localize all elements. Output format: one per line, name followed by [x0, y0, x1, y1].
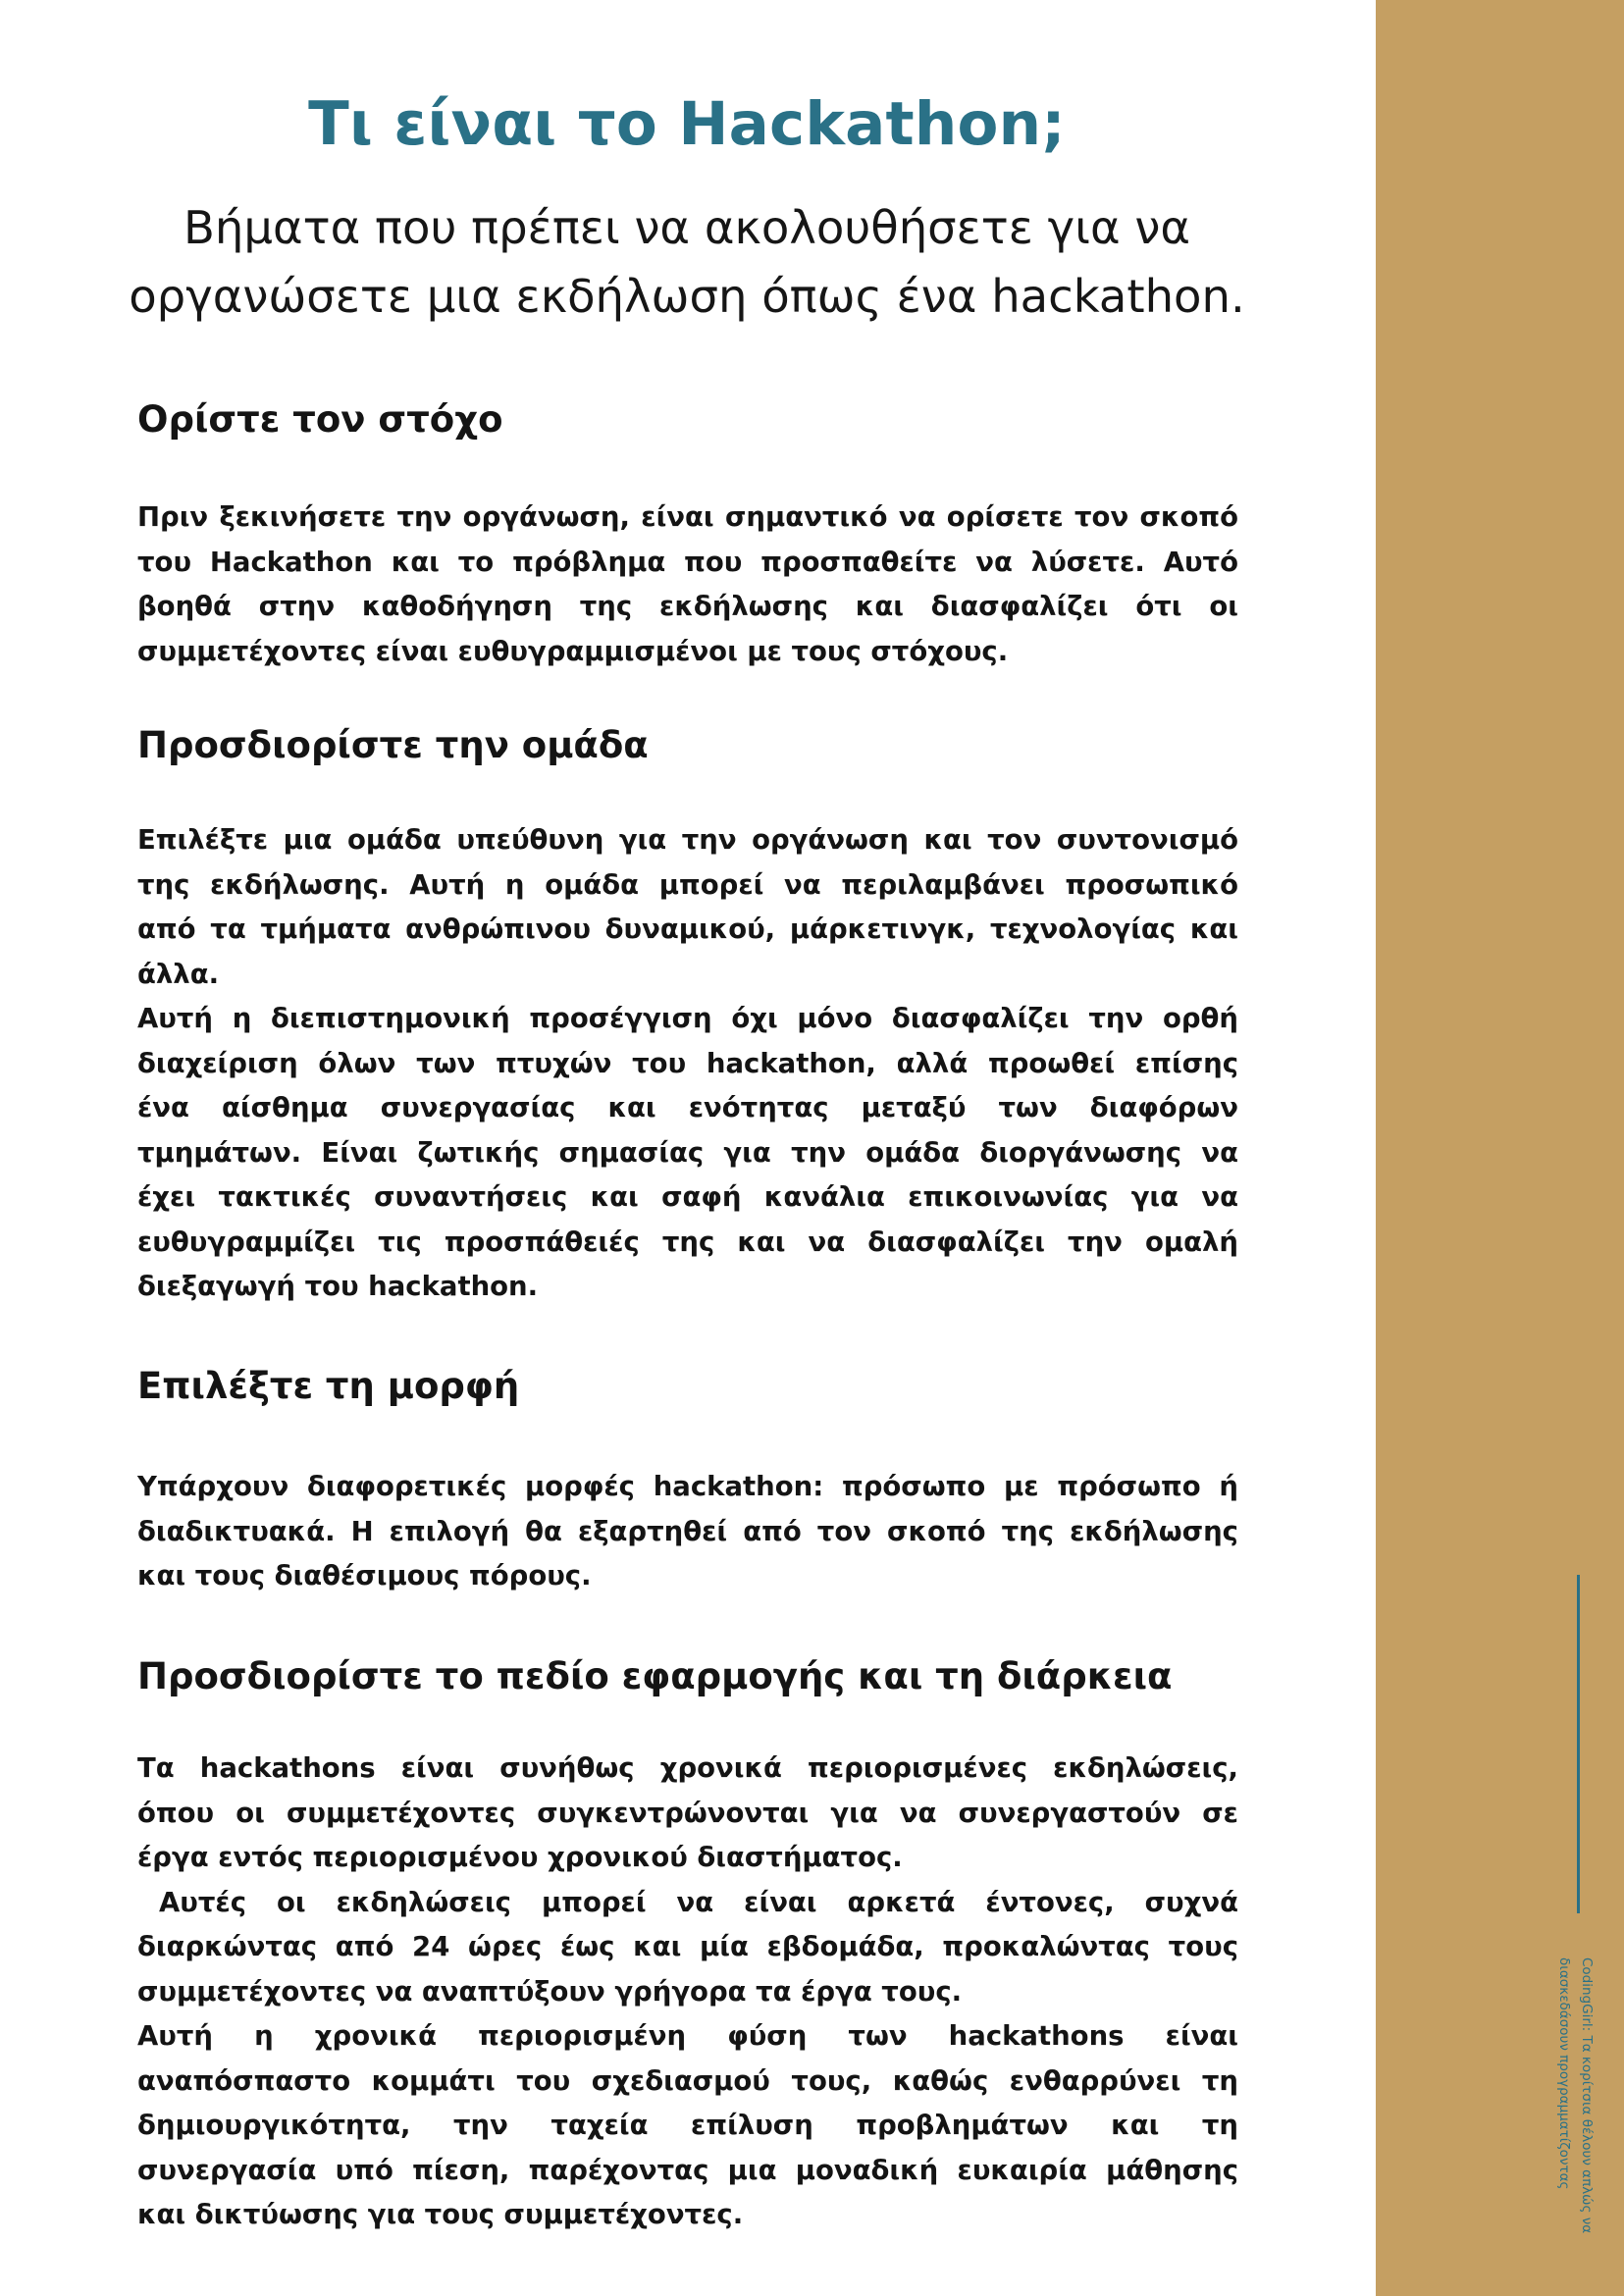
paragraph-line: Επιλέξτε μια ομάδα υπεύθυνη για την οργάνωση και τον συντονισμό [137, 824, 1238, 856]
page-subtitle [59, 193, 1315, 331]
paragraph-line: διαχείριση όλων των πτυχών του hackathon, αλλά προωθεί επίσης [137, 1047, 1238, 1079]
section-paragraph-goal [137, 496, 1238, 674]
sidebar-vertical-caption [1543, 1957, 1598, 2296]
paragraph-line: ευθυγραμμίζει τις προσπάθειές της και να διασφαλίζει την ομαλή [137, 1226, 1238, 1258]
paragraph-line: Υπάρχουν διαφορετικές μορφές hackathon: πρόσωπο με πρόσωπο ή [137, 1471, 1238, 1502]
subtitle-line: Βήματα που πρέπει να ακολουθήσετε για να [183, 201, 1190, 254]
section-heading-format: Επιλέξτε τη μορφή [137, 1365, 520, 1407]
paragraph-line: της εκδήλωσης. Αυτή η ομάδα μπορεί να περιλαμβάνει προσωπικό [137, 868, 1238, 901]
paragraph-line: συνεργασία υπό πίεση, παρέχοντας μια μοναδική ευκαιρία μάθησης [137, 2154, 1238, 2186]
paragraph-line: άλλα. [137, 958, 220, 990]
section-heading-scope-duration: Προσδιορίστε το πεδίο εφαρμογής και τη διάρκεια [137, 1655, 1173, 1697]
section-paragraph-format [137, 1465, 1238, 1599]
paragraph-line: Αυτή η διεπιστημονική προσέγγιση όχι μόνο διασφαλίζει την ορθή [137, 1003, 1238, 1034]
paragraph-line: Πριν ξεκινήσετε την οργάνωση, είναι σημαντικό να ορίσετε τον σκοπό [137, 501, 1238, 533]
paragraph-line: όπου οι συμμετέχοντες συγκεντρώνονται για να συνεργαστούν σε [137, 1797, 1238, 1829]
paragraph-line: έχει τακτικές συναντήσεις και σαφή κανάλια επικοινωνίας για να [137, 1181, 1238, 1213]
sidebar-caption-line: διασκεδάσουν προγραμματίζοντας [1556, 1957, 1572, 2190]
paragraph-line: ένα αίσθημα συνεργασίας και ενότητας μεταξύ των διαφόρων [137, 1092, 1238, 1123]
page-title: Τι είναι το Hackathon; [308, 89, 1066, 159]
paragraph-line: Τα hackathons είναι συνήθως χρονικά περιορισμένες εκδηλώσεις, [137, 1752, 1238, 1784]
paragraph-line: αναπόσπαστο κομμάτι του σχεδιασμού τους, καθώς ενθαρρύνει τη [137, 2064, 1238, 2097]
section-paragraph-team [137, 818, 1238, 1310]
paragraph-line: και τους διαθέσιμους πόρους. [137, 1560, 592, 1592]
section-heading-goal: Ορίστε τον στόχο [137, 398, 503, 441]
paragraph-line: δημιουργικότητα, την ταχεία επίλυση προβλημάτων και τη [137, 2110, 1238, 2141]
paragraph-line: βοηθά στην καθοδήγηση της εκδήλωσης και διασφαλίζει ότι οι [137, 591, 1238, 622]
section-paragraph-scope-duration [137, 1747, 1238, 2238]
subtitle-line: οργανώσετε μια εκδήλωση όπως ένα hackathon. [129, 270, 1245, 323]
paragraph-line: συμμετέχοντες είναι ευθυγραμμισμένοι με τους στόχους. [137, 635, 1009, 667]
paragraph-line: Αυτή η χρονικά περιορισμένη φύση των hackathons είναι [137, 2020, 1238, 2052]
decorative-sidebar [1376, 0, 1624, 2296]
paragraph-line: από τα τμήματα ανθρώπινου δυναμικού, μάρκετινγκ, τεχνολογίας και [137, 913, 1238, 945]
paragraph-line: και δικτύωσης για τους συμμετέχοντες. [137, 2199, 744, 2230]
sidebar-caption-line: CodingGirl: Τα κορίτσια θέλουν απλώς να [1579, 1957, 1595, 2234]
paragraph-line: διαδικτυακά. Η επιλογή θα εξαρτηθεί από τον σκοπό της εκδήλωσης [137, 1515, 1238, 1547]
paragraph-line: Αυτές οι εκδηλώσεις μπορεί να είναι αρκετά έντονες, συχνά [159, 1886, 1238, 1918]
paragraph-line: τμημάτων. Είναι ζωτικής σημασίας για την ομάδα διοργάνωσης να [137, 1136, 1238, 1169]
section-heading-team: Προσδιορίστε την ομάδα [137, 724, 649, 766]
paragraph-line: έργα εντός περιορισμένου χρονικού διαστήματος. [137, 1842, 903, 1873]
paragraph-line: διεξαγωγή του hackathon. [137, 1271, 539, 1302]
paragraph-line: του Hackathon και το πρόβλημα που προσπαθείτε να λύσετε. Αυτό [137, 546, 1238, 578]
paragraph-line: διαρκώντας από 24 ώρες έως και μία εβδομάδα, προκαλώντας τους [137, 1931, 1238, 1962]
sidebar-accent-line [1577, 1575, 1580, 1913]
paragraph-line: συμμετέχοντες να αναπτύξουν γρήγορα τα έργα τους. [137, 1975, 963, 2008]
